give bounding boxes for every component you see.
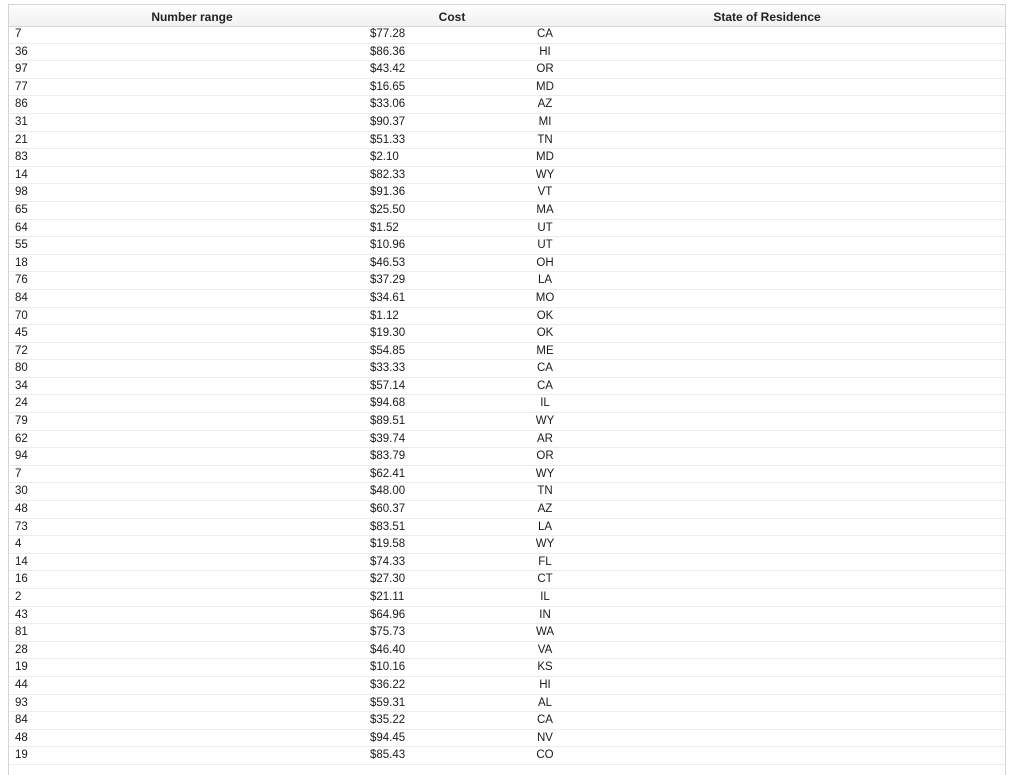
number-range-cell: 19 [15,661,28,674]
table-row[interactable] [9,448,1005,466]
cost-cell: $10.96 [370,239,406,252]
table-row[interactable] [9,695,1005,713]
table-row[interactable] [9,237,1005,255]
state-cell: OK [536,327,554,340]
cost-cell: $33.33 [370,362,406,375]
table-header [9,5,1005,27]
table-row[interactable] [9,431,1005,449]
state-cell: WY [535,467,555,480]
state-cell: IL [540,591,550,603]
cost-cell: $94.45 [370,731,406,744]
cost-cell: $25.50 [370,203,406,216]
cost-cell: $74.33 [370,555,406,568]
table-row[interactable] [9,360,1005,378]
number-range-cell: 45 [15,327,28,340]
state-cell: WY [535,415,555,428]
table-row[interactable] [9,26,1005,44]
table-row[interactable] [9,659,1005,677]
state-cell: HI [539,678,551,691]
table-row[interactable] [9,642,1005,660]
table-row[interactable] [9,308,1005,326]
table-row[interactable] [9,325,1005,343]
cost-cell: $86.36 [370,45,406,58]
table-row[interactable] [9,167,1005,185]
state-cell: HI [539,45,551,58]
number-range-cell: 64 [15,221,28,234]
cost-cell: $51.33 [370,133,406,146]
number-range-cell: 65 [15,203,28,216]
state-cell: LA [537,274,553,287]
table-row[interactable] [9,290,1005,308]
state-cell: AR [537,432,553,445]
table-row[interactable] [9,483,1005,501]
state-cell: CA [537,28,553,40]
state-cell: AZ [537,98,553,111]
number-range-cell: 86 [15,98,28,111]
cost-cell: $33.06 [370,98,406,111]
cost-cell: $48.00 [370,485,406,498]
number-range-cell: 72 [15,344,28,357]
state-cell: OR [536,63,554,76]
number-range-cell: 48 [15,503,28,516]
state-cell: IL [540,397,550,410]
cost-cell: $39.74 [370,432,406,445]
cost-cell: $75.73 [370,626,406,639]
table-row[interactable] [9,61,1005,79]
number-range-cell: 76 [15,274,28,287]
column-header-state-of-residence[interactable]: State of Residence [713,10,821,24]
number-range-cell: 18 [15,256,28,269]
table-row[interactable] [9,220,1005,238]
cost-cell: $2.10 [370,151,399,164]
table-row[interactable] [9,202,1005,220]
cost-cell: $19.30 [370,327,406,340]
number-range-cell: 94 [15,450,28,463]
table-window [8,4,1006,775]
state-cell: NV [537,731,553,744]
state-cell: MD [536,151,554,164]
table-row[interactable] [9,589,1005,607]
state-cell: VT [537,186,553,199]
number-range-cell: 21 [15,133,28,146]
cost-cell: $60.37 [370,503,406,516]
number-range-cell: 14 [15,555,28,568]
state-cell: WY [535,538,555,551]
state-cell: FL [538,555,552,568]
cost-cell: $46.40 [370,643,406,656]
table-row[interactable] [9,149,1005,167]
table-row[interactable] [9,712,1005,730]
state-cell: OH [536,256,554,269]
cost-cell: $90.37 [370,115,406,128]
number-range-cell: 81 [15,626,28,639]
number-range-cell: 55 [15,239,28,252]
state-cell: OK [536,309,554,322]
state-cell: CA [537,362,553,375]
number-range-cell: 7 [15,467,22,480]
table-row[interactable] [9,79,1005,97]
state-cell: OR [536,450,554,463]
cost-cell: $1.52 [370,221,399,234]
number-range-cell: 79 [15,415,28,428]
cost-cell: $43.42 [370,63,406,76]
table-body [9,26,1005,765]
cost-cell: $82.33 [370,168,406,181]
table-row[interactable] [9,519,1005,537]
table-row[interactable] [9,44,1005,62]
state-cell: UT [537,239,553,252]
column-header-cost[interactable]: Cost [438,10,466,24]
table-row[interactable] [9,624,1005,642]
number-range-cell: 80 [15,362,28,375]
cost-cell: $83.79 [370,450,406,463]
number-range-cell: 83 [15,151,28,164]
cost-cell: $62.41 [370,467,406,480]
table-row[interactable] [9,114,1005,132]
state-cell: WA [535,626,555,639]
state-cell: MA [536,203,554,216]
cost-cell: $1.12 [370,309,399,322]
number-range-cell: 73 [15,520,28,533]
table-row[interactable] [9,395,1005,413]
state-cell: VA [537,643,553,656]
state-cell: LA [537,520,553,533]
number-range-cell: 7 [15,28,22,40]
number-range-cell: 44 [15,678,28,691]
number-range-cell: 19 [15,749,28,762]
cost-cell: $57.14 [370,379,406,392]
state-cell: KS [537,661,553,674]
number-range-cell: 84 [15,714,28,727]
state-cell: IN [539,608,551,621]
state-cell: WY [535,168,555,181]
cost-cell: $89.51 [370,415,406,428]
cost-cell: $54.85 [370,344,406,357]
number-range-cell: 2 [15,591,22,603]
cost-cell: $34.61 [370,291,406,304]
table-row[interactable] [9,677,1005,695]
state-cell: MO [535,291,555,304]
cost-cell: $83.51 [370,520,406,533]
table-row[interactable] [9,96,1005,114]
cost-cell: $21.11 [370,591,405,603]
table-row[interactable] [9,378,1005,396]
table-row[interactable] [9,501,1005,519]
number-range-cell: 14 [15,168,28,181]
table-row[interactable] [9,571,1005,589]
state-cell: TN [537,485,553,498]
number-range-cell: 31 [15,115,28,128]
table-row[interactable] [9,272,1005,290]
table-row[interactable] [9,536,1005,554]
number-range-cell: 43 [15,608,28,621]
table-row[interactable] [9,184,1005,202]
table-row[interactable] [9,730,1005,748]
state-cell: AZ [537,503,553,516]
number-range-cell: 24 [15,397,28,410]
state-cell: AL [537,696,553,709]
cost-cell: $77.28 [370,28,406,40]
number-range-cell: 70 [15,309,28,322]
table-row[interactable] [9,132,1005,150]
number-range-cell: 62 [15,432,28,445]
number-range-cell: 28 [15,643,28,656]
table-row[interactable] [9,607,1005,625]
column-header-number-range[interactable]: Number range [151,10,233,24]
state-cell: ME [536,344,554,357]
cost-cell: $59.31 [370,696,406,709]
cost-cell: $16.65 [370,80,406,93]
state-cell: UT [537,221,553,234]
cost-cell: $85.43 [370,749,406,762]
state-cell: CO [536,749,554,762]
number-range-cell: 97 [15,63,28,76]
table-row[interactable] [9,413,1005,431]
cost-cell: $36.22 [370,678,406,691]
number-range-cell: 34 [15,379,28,392]
state-cell: CA [537,379,553,392]
number-range-cell: 30 [15,485,28,498]
state-cell: CA [537,714,553,727]
number-range-cell: 16 [15,573,28,586]
cost-cell: $64.96 [370,608,406,621]
table-row[interactable] [9,554,1005,572]
state-cell: CT [537,573,553,586]
cost-cell: $35.22 [370,714,406,727]
number-range-cell: 77 [15,80,28,93]
cost-cell: $10.16 [370,661,406,674]
state-cell: TN [537,133,553,146]
table-row[interactable] [9,343,1005,361]
cost-cell: $27.30 [370,573,406,586]
cost-cell: $94.68 [370,397,406,410]
cost-cell: $91.36 [370,186,406,199]
table-row[interactable] [9,466,1005,484]
cost-cell: $19.58 [370,538,406,551]
number-range-cell: 84 [15,291,28,304]
cost-cell: $37.29 [370,274,406,287]
table-row[interactable] [9,255,1005,273]
table-row[interactable] [9,747,1005,765]
cost-cell: $46.53 [370,256,406,269]
number-range-cell: 48 [15,731,28,744]
number-range-cell: 98 [15,186,28,199]
number-range-cell: 4 [15,538,22,551]
number-range-cell: 36 [15,45,28,58]
state-cell: MD [536,80,554,93]
state-cell: MI [538,115,552,128]
number-range-cell: 93 [15,696,28,709]
